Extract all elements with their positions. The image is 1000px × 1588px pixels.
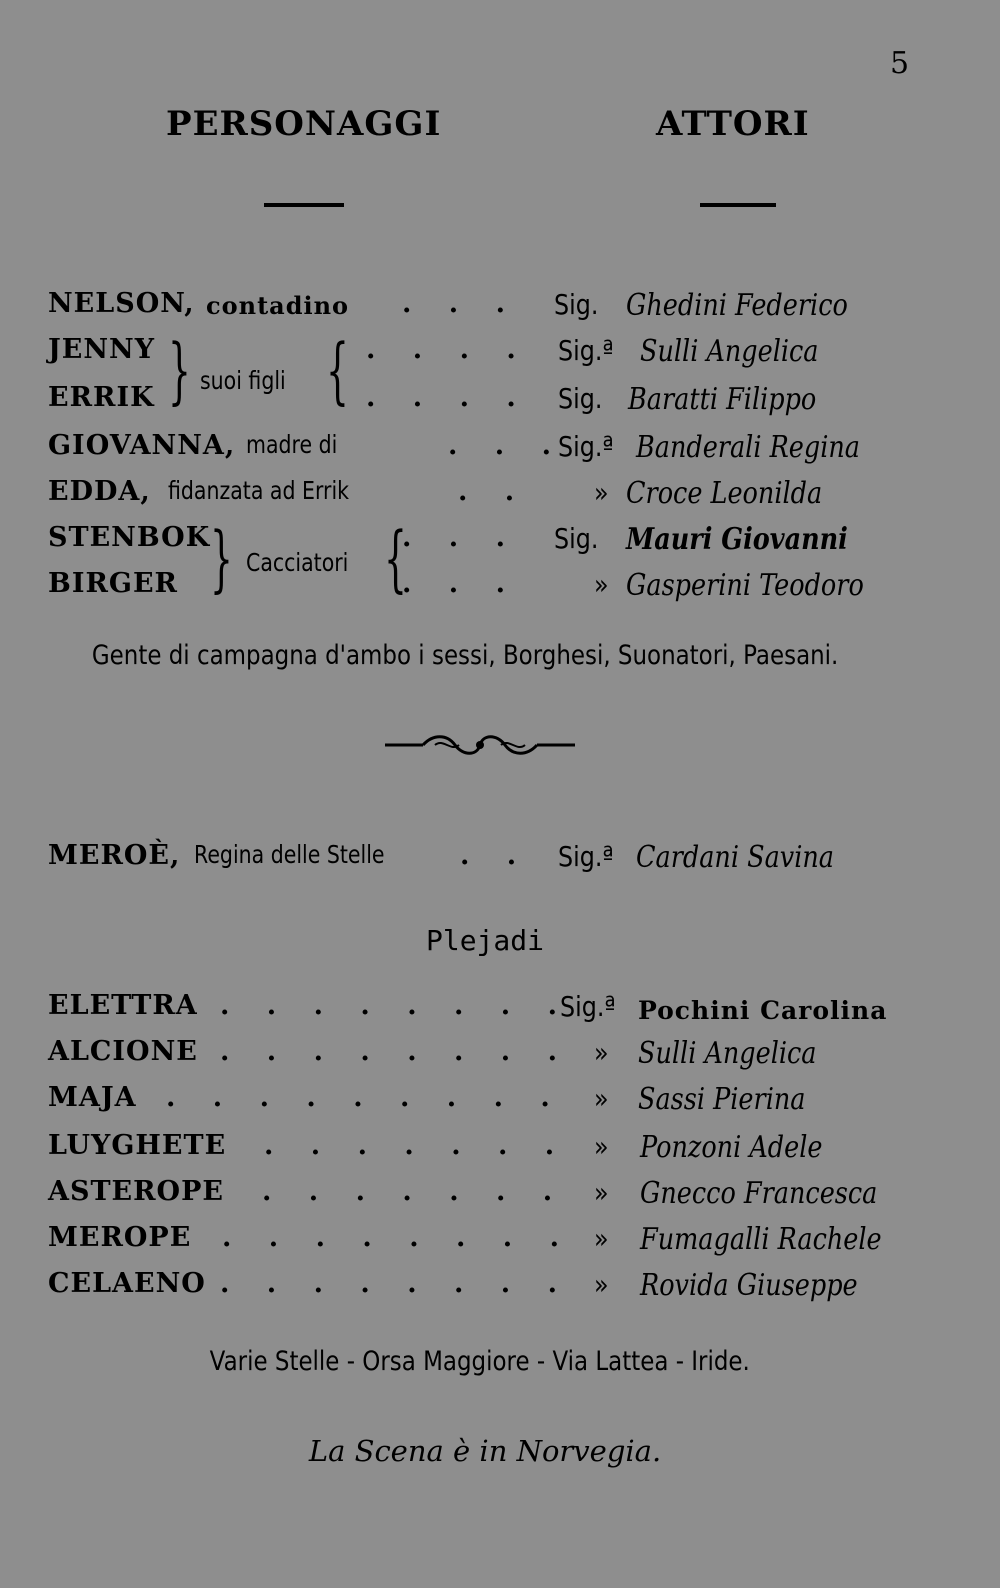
- actor-name: Sassi Pierina: [638, 1082, 806, 1117]
- actor-name: Gasperini Teodoro: [626, 568, 864, 603]
- leader-dots: . . .: [402, 568, 519, 599]
- actor-name: Gnecco Francesca: [640, 1176, 878, 1211]
- leader-dots: . .: [458, 476, 529, 507]
- setting-note: La Scena è in Norvegia.: [308, 1434, 662, 1468]
- actor-title: »: [594, 476, 609, 509]
- cast-row: [48, 1036, 948, 1080]
- leader-dots: . . . . . . .: [264, 1130, 569, 1161]
- actor-name: Sulli Angelica: [638, 1036, 817, 1071]
- pleiades-heading: Plejadi: [425, 924, 544, 957]
- cast-row: [48, 1222, 948, 1266]
- character-name: LUYGHETE: [48, 1130, 227, 1161]
- leader-dots: . . .: [402, 288, 519, 319]
- actor-name: Banderali Regina: [636, 430, 860, 465]
- leader-dots: . . .: [448, 430, 565, 461]
- header-rule-left: [264, 203, 344, 207]
- group-brace-left: }: [168, 328, 191, 412]
- character-name: ALCIONE: [48, 1036, 198, 1067]
- actor-title: »: [594, 1176, 609, 1209]
- actor-title: »: [594, 1268, 609, 1301]
- actor-title: Sig.ª: [558, 840, 614, 873]
- character-name: GIOVANNA,: [48, 430, 236, 461]
- character-name: MEROPE: [48, 1222, 192, 1253]
- page-number: 5: [890, 46, 910, 81]
- leader-dots: . . . . . . . .: [220, 990, 571, 1021]
- actor-title: »: [594, 1082, 609, 1115]
- character-name: MEROÈ,: [48, 840, 181, 871]
- actor-name: Mauri Giovanni: [626, 522, 848, 557]
- actor-name: Sulli Angelica: [640, 334, 819, 369]
- actors-header: ATTORI: [656, 104, 810, 144]
- group-label-cacciatori: Cacciatori: [246, 548, 349, 577]
- cast-row: [48, 476, 948, 520]
- actor-title: Sig.: [554, 288, 599, 321]
- character-name: NELSON,: [48, 288, 195, 319]
- actor-title: Sig.: [554, 522, 599, 555]
- actor-title: Sig.ª: [558, 334, 614, 367]
- cast-row: [48, 1176, 948, 1220]
- actor-name: Pochini Carolina: [638, 996, 888, 1025]
- actor-title: »: [594, 1222, 609, 1255]
- actor-name: Baratti Filippo: [628, 382, 817, 417]
- character-description: contadino: [206, 291, 350, 320]
- actor-title: »: [594, 1130, 609, 1163]
- extras-note-text: Gente di campagna d'ambo i sessi, Borghesi, Suonatori, Paesani.: [91, 640, 839, 671]
- group-brace-right: {: [384, 516, 407, 600]
- leader-dots: . . . . . . .: [262, 1176, 567, 1207]
- cast-row: [48, 522, 948, 566]
- cast-row: [48, 1268, 948, 1312]
- cast-row: [48, 430, 948, 474]
- actor-title: »: [594, 568, 609, 601]
- characters-header: PERSONAGGI: [166, 104, 442, 144]
- group-brace-left: }: [210, 516, 233, 600]
- leader-dots: . . . .: [366, 382, 530, 413]
- stars-note-text: Varie Stelle - Orsa Maggiore - Via Lattea - Iride.: [209, 1346, 751, 1377]
- cast-row: [48, 568, 948, 612]
- character-name: ASTEROPE: [48, 1176, 224, 1207]
- actor-title: Sig.ª: [560, 990, 616, 1023]
- cast-row: [48, 990, 948, 1034]
- cast-row-queen: [48, 840, 948, 884]
- group-label-figli: suoi figli: [200, 366, 286, 395]
- stars-note: [0, 1346, 980, 1377]
- actor-name: Cardani Savina: [636, 840, 834, 875]
- header-rule-right: [700, 203, 776, 207]
- actor-name: Ponzoni Adele: [640, 1130, 823, 1165]
- leader-dots: . . . . . . . . .: [166, 1082, 564, 1113]
- character-description: madre di: [246, 430, 338, 459]
- leader-dots: . . .: [402, 522, 519, 553]
- cast-row: [48, 288, 948, 332]
- character-name: BIRGER: [48, 568, 178, 599]
- group-label-row: [246, 548, 396, 592]
- leader-dots: . . . . . . . .: [220, 1268, 571, 1299]
- group-brace-right: {: [326, 328, 349, 412]
- cast-row: [48, 1082, 948, 1126]
- character-name: ERRIK: [48, 382, 155, 413]
- character-name: JENNY: [48, 334, 155, 365]
- character-name: EDDA,: [48, 476, 151, 507]
- leader-dots: . . . .: [366, 334, 530, 365]
- extras-note: [0, 640, 965, 671]
- leader-dots: . . . . . . . .: [222, 1222, 573, 1253]
- actor-name: Rovida Giuseppe: [640, 1268, 858, 1303]
- character-name: MAJA: [48, 1082, 137, 1113]
- character-name: ELETTRA: [48, 990, 198, 1021]
- actor-name: Ghedini Federico: [626, 288, 848, 323]
- leader-dots: . .: [460, 840, 531, 871]
- cast-row: [48, 1130, 948, 1174]
- actor-title: Sig.ª: [558, 430, 614, 463]
- ornament-divider: [385, 730, 575, 760]
- character-name: STENBOK: [48, 522, 211, 553]
- actor-name: Croce Leonilda: [626, 476, 823, 511]
- character-description: Regina delle Stelle: [194, 840, 385, 869]
- leader-dots: . . . . . . . .: [220, 1036, 571, 1067]
- actor-title: »: [594, 1036, 609, 1069]
- actor-name: Fumagalli Rachele: [640, 1222, 882, 1257]
- actor-title: Sig.: [558, 382, 603, 415]
- character-description: fidanzata ad Errik: [168, 476, 350, 505]
- character-name: CELAENO: [48, 1268, 206, 1299]
